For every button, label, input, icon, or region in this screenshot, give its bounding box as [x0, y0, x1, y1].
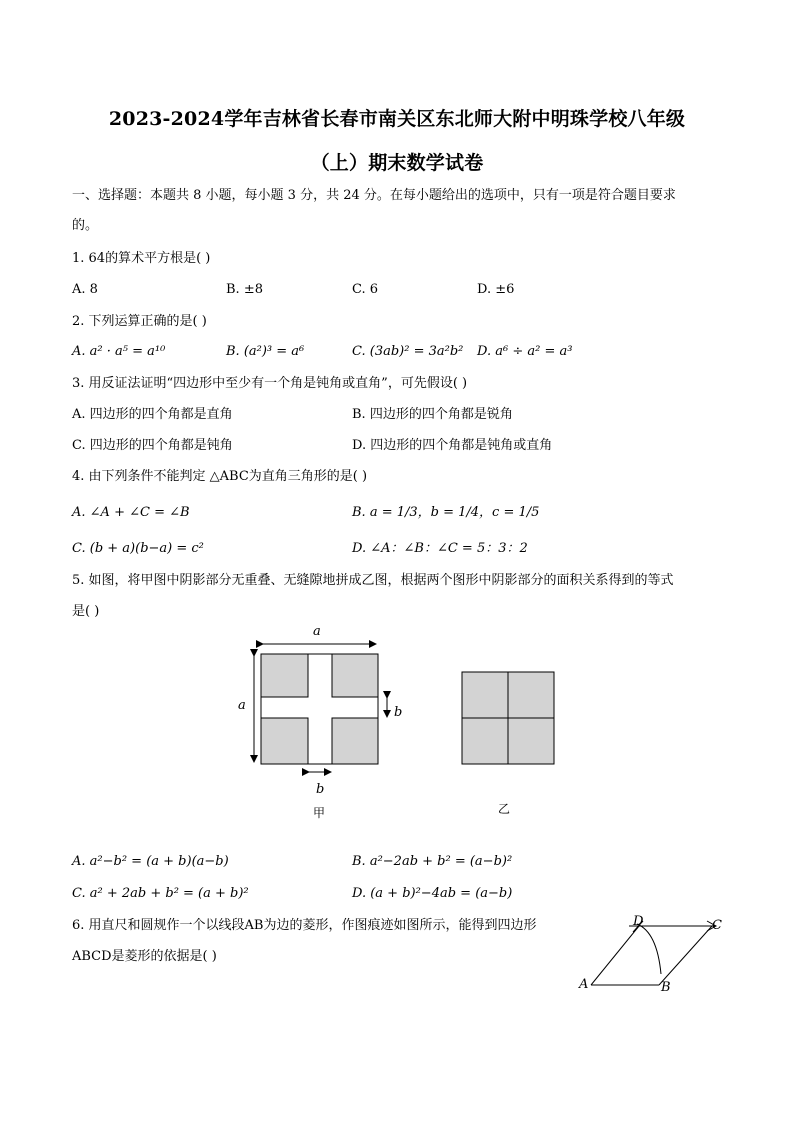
- q5-option-b: B. a²−2ab + b² = (a−b)²: [352, 854, 513, 869]
- q2-option-d: D. a⁶ ÷ a² = a³: [477, 344, 573, 359]
- q3-option-b: B. 四边形的四个角都是锐角: [352, 407, 513, 422]
- question-6-stem: 6. 用直尺和圆规作一个以线段AB为边的菱形，作图痕迹如图所示，能得到四边形: [72, 918, 537, 933]
- jia-shaded-top-right: [332, 654, 378, 697]
- q5-option-a: A. a²−b² = (a + b)(a−b): [72, 854, 229, 869]
- section-instructions: 一、选择题：本题共 8 小题，每小题 3 分，共 24 分。在每小题给出的选项中，只有一项是符合题目要求: [72, 188, 676, 203]
- question-4-stem: 4. 由下列条件不能判定 △ABC为直角三角形的是( ): [72, 469, 368, 484]
- label-a-left: a: [238, 698, 246, 713]
- question-3-stem: 3. 用反证法证明“四边形中至少有一个角是钝角或直角”，可先假设( ): [72, 376, 468, 391]
- label-point-c: C: [712, 918, 722, 933]
- q3-option-c: C. 四边形的四个角都是钝角: [72, 438, 233, 453]
- question-5-stem-cont: 是( ): [72, 604, 100, 619]
- exam-title-line1: 2023-2024学年吉林省长春市南关区东北师大附中明珠学校八年级: [108, 108, 686, 130]
- label-point-b: B: [661, 980, 671, 995]
- segment-bc: [659, 926, 712, 985]
- yi-square-2: [508, 672, 554, 718]
- q4-option-c: C. (b + a)(b−a) = c²: [72, 541, 204, 556]
- q1-option-c: C. 6: [352, 282, 379, 297]
- exam-title-line2: （上）期末数学试卷: [310, 152, 484, 174]
- label-b-bottom: b: [316, 782, 325, 797]
- q5-option-c: C. a² + 2ab + b² = (a + b)²: [72, 886, 249, 901]
- label-a-top: a: [313, 624, 321, 639]
- q4-option-b: B. a = 1/3，b = 1/4，c = 1/5: [352, 505, 540, 520]
- jia-shaded-bottom-left: [261, 718, 308, 764]
- question-2-stem: 2. 下列运算正确的是( ): [72, 314, 207, 329]
- q2-option-c: C. (3ab)² = 3a²b²: [352, 344, 464, 359]
- q1-option-d: D. ±6: [477, 282, 515, 297]
- q1-option-b: B. ±8: [226, 282, 263, 297]
- question-5-stem: 5. 如图，将甲图中阴影部分无重叠、无缝隙地拼成乙图，根据两个图形中阴影部分的面积关系得到的等式: [72, 573, 674, 588]
- q4-option-d: D. ∠A：∠B：∠C = 5：3：2: [352, 541, 528, 556]
- segment-ad: [591, 926, 639, 985]
- yi-square-4: [508, 718, 554, 764]
- label-b-right: b: [394, 705, 403, 720]
- q1-option-a: A. 8: [72, 282, 98, 297]
- section-instructions-cont: 的。: [72, 218, 99, 233]
- yi-square-3: [462, 718, 508, 764]
- jia-shaded-bottom-right: [332, 718, 378, 764]
- question-1-stem: 1. 64的算术平方根是( ): [72, 251, 211, 266]
- figure-caption-jia: 甲: [313, 806, 326, 820]
- construction-arc: [637, 924, 661, 974]
- yi-square-1: [462, 672, 508, 718]
- label-point-a: A: [579, 977, 589, 992]
- q5-option-d: D. (a + b)²−4ab = (a−b): [352, 886, 513, 901]
- q2-option-a: A. a² · a⁵ = a¹⁰: [72, 344, 166, 359]
- label-point-d: D: [633, 914, 644, 929]
- question-6-stem-cont: ABCD是菱形的依据是( ): [72, 949, 217, 964]
- q2-option-b: B. (a²)³ = a⁶: [226, 344, 305, 359]
- q6-figure: [575, 912, 725, 1002]
- q4-option-a: A. ∠A + ∠C = ∠B: [72, 505, 190, 520]
- figure-caption-yi: 乙: [498, 802, 511, 816]
- q3-option-a: A. 四边形的四个角都是直角: [72, 407, 233, 422]
- q3-option-d: D. 四边形的四个角都是钝角或直角: [352, 438, 553, 453]
- jia-shaded-top-left: [261, 654, 308, 697]
- q5-figure: [230, 620, 590, 830]
